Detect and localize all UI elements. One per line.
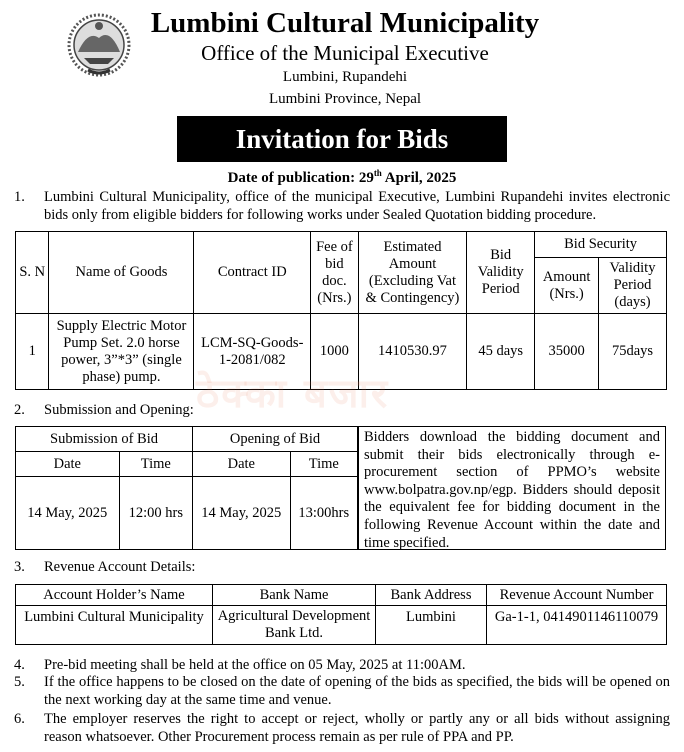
- header-bank: Bank Name: [213, 585, 376, 606]
- header-contract: Contract ID: [194, 232, 311, 314]
- notice-title: Invitation for Bids: [177, 116, 507, 162]
- cell-bank: Agricultural Development Bank Ltd.: [213, 606, 376, 645]
- cell-estimated: 1410530.97: [358, 314, 467, 390]
- table-row: [16, 606, 667, 645]
- publication-date: Date of publication: 29th April, 2025: [227, 168, 457, 186]
- paragraph-1: 1. Lumbini Cultural Municipality, office of the municipal Executive, Lumbini Rupandehi invites electronic bids only from eligible bidders for following works under Sealed Quotation bidding procedure.: [14, 189, 670, 223]
- revenue-table: [15, 584, 667, 645]
- cell-amount: 35000: [535, 314, 599, 390]
- paragraph-6: 6. The employer reserves the right to accept or reject, wholly or partly any or all bids without assigning reason whatsoever. Other Procurement process remain as per rule of PPA and PP.: [14, 711, 670, 745]
- cell-sec-validity: 75days: [599, 314, 667, 390]
- cell-bank-address: Lumbini: [376, 606, 487, 645]
- letterhead: [140, 6, 550, 110]
- header-name: Name of Goods: [49, 232, 194, 314]
- header-sn: S. N: [16, 232, 49, 314]
- office-name: Office of the Municipal Executive: [201, 41, 489, 65]
- header-estimated: Estimated Amount (Excluding Vat & Contingency): [358, 232, 467, 314]
- watermark: ठेक्का बजार: [196, 371, 390, 417]
- cell-contract: LCM-SQ-Goods-1-2081/082: [194, 314, 311, 390]
- header-submission: Submission of Bid: [16, 427, 193, 452]
- header-validity: Bid Validity Period: [467, 232, 535, 314]
- paragraph-4: 4. Pre-bid meeting shall be held at the office on 05 May, 2025 at 11:00AM.: [14, 657, 466, 673]
- header-sub-time: Time: [119, 452, 192, 477]
- address-line-2: Lumbini Province, Nepal: [268, 91, 422, 107]
- paragraph-5: 5. If the office happens to be closed on the date of opening of the bids as specified, the bids will be opened on the next working day at the same time and venue.: [14, 674, 670, 708]
- header-opening: Opening of Bid: [193, 427, 358, 452]
- cell-open-date: 14 May, 2025: [193, 477, 291, 550]
- cell-validity: 45 days: [467, 314, 535, 390]
- header-sub-date: Date: [16, 452, 120, 477]
- header-sec-validity: Validity Period (days): [599, 258, 667, 314]
- cell-account-number: Ga-1-1, 0414901146110079: [487, 606, 667, 645]
- header-open-date: Date: [193, 452, 291, 477]
- header-holder: Account Holder’s Name: [16, 585, 213, 606]
- cell-name: Supply Electric Motor Pump Set. 2.0 horse power, 3”*3” (single phase) pump.: [49, 314, 194, 390]
- paragraph-3: 3. Revenue Account Details:: [14, 559, 196, 575]
- cell-sn: 1: [16, 314, 49, 390]
- nepal-emblem-icon: [66, 12, 132, 78]
- header-amount: Amount (Nrs.): [535, 258, 599, 314]
- header-security: Bid Security: [535, 232, 667, 258]
- header-open-time: Time: [290, 452, 357, 477]
- submission-table: [15, 426, 358, 550]
- org-name: Lumbini Cultural Municipality: [150, 7, 540, 39]
- header-fee: Fee of bid doc. (Nrs.): [311, 232, 359, 314]
- header-bank-address: Bank Address: [376, 585, 487, 606]
- table-row: [16, 477, 358, 550]
- address-line-1: Lumbini, Rupandehi: [282, 69, 408, 85]
- cell-open-time: 13:00hrs: [290, 477, 357, 550]
- header-account-number: Revenue Account Number: [487, 585, 667, 606]
- cell-sub-time: 12:00 hrs: [119, 477, 192, 550]
- cell-sub-date: 14 May, 2025: [16, 477, 120, 550]
- cell-holder: Lumbini Cultural Municipality: [16, 606, 213, 645]
- bid-instructions: Bidders download the bidding document and submit their bids electronically through e-procurement section of PPMO’s website www.bolpatra.gov.np/egp. Bidders should deposit the equivalent fee for bidding document in the following Revenue Account within the date and time specified.: [358, 426, 666, 550]
- cell-fee: 1000: [311, 314, 359, 390]
- paragraph-2: 2. Submission and Opening:: [14, 402, 194, 418]
